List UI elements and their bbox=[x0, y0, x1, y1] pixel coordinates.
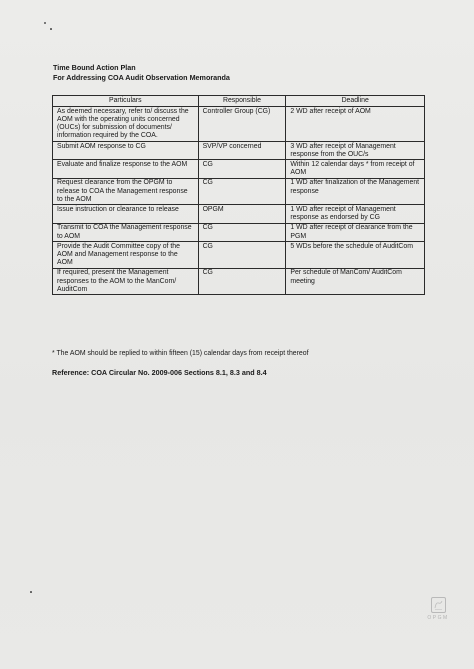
cell-particulars: Submit AOM response to CG bbox=[53, 142, 199, 160]
column-header-responsible: Responsible bbox=[198, 96, 286, 107]
table-row bbox=[53, 178, 425, 205]
scan-speck bbox=[44, 22, 46, 24]
cell-particulars: Request clearance from the OPGM to release to COA the Management response to the AOM bbox=[53, 178, 199, 205]
table-footnote: * The AOM should be replied to within fifteen (15) calendar days from receipt thereof bbox=[52, 350, 309, 357]
cell-responsible: SVP/VP concerned bbox=[198, 142, 286, 160]
scan-speck bbox=[50, 28, 52, 30]
table-row bbox=[53, 242, 425, 269]
cell-responsible: CG bbox=[198, 178, 286, 205]
cell-particulars: Transmit to COA the Management response to AOM bbox=[53, 223, 199, 241]
column-header-deadline: Deadline bbox=[286, 96, 425, 107]
table-header-row bbox=[53, 96, 425, 107]
action-plan-table bbox=[52, 95, 425, 295]
cell-responsible: CG bbox=[198, 242, 286, 269]
table-row bbox=[53, 205, 425, 223]
stamp-text: OPGM bbox=[427, 615, 449, 621]
table-row bbox=[53, 223, 425, 241]
cell-particulars: If required, present the Management responses to the AOM to the ManCom/ AuditCom bbox=[53, 268, 199, 295]
cell-responsible: OPGM bbox=[198, 205, 286, 223]
cell-particulars: Issue instruction or clearance to release bbox=[53, 205, 199, 223]
table-row bbox=[53, 142, 425, 160]
cell-deadline: Within 12 calendar days * from receipt of AOM bbox=[286, 160, 425, 178]
cell-deadline: 5 WDs before the schedule of AuditCom bbox=[286, 242, 425, 269]
cell-responsible: Controller Group (CG) bbox=[198, 107, 286, 142]
cell-responsible: CG bbox=[198, 223, 286, 241]
document-title: Time Bound Action Plan bbox=[53, 63, 136, 72]
document-header bbox=[53, 63, 230, 82]
cell-responsible: CG bbox=[198, 160, 286, 178]
cell-particulars: As deemed necessary, refer to/ discuss the AOM with the operating units concerned (OUCs) for submission of documents/ information required by the COA. bbox=[53, 107, 199, 142]
office-stamp bbox=[423, 597, 453, 629]
table-row bbox=[53, 160, 425, 178]
document-subtitle: For Addressing COA Audit Observation Memoranda bbox=[53, 72, 230, 82]
cell-responsible: CG bbox=[198, 268, 286, 295]
cell-particulars: Provide the Audit Committee copy of the AOM and Management response to the AOM bbox=[53, 242, 199, 269]
scan-speck bbox=[30, 591, 32, 593]
cell-deadline: 1 WD after receipt of clearance from the PGM bbox=[286, 223, 425, 241]
cell-deadline: 1 WD after finalization of the Management response bbox=[286, 178, 425, 205]
table-row bbox=[53, 268, 425, 295]
logo-stamp-icon bbox=[431, 597, 446, 613]
cell-deadline: 2 WD after receipt of AOM bbox=[286, 107, 425, 142]
cell-deadline: 3 WD after receipt of Management response from the OUC/s bbox=[286, 142, 425, 160]
cell-particulars: Evaluate and finalize response to the AOM bbox=[53, 160, 199, 178]
table-row bbox=[53, 107, 425, 142]
cell-deadline: Per schedule of ManCom/ AuditCom meeting bbox=[286, 268, 425, 295]
reference-note: Reference: COA Circular No. 2009-006 Sections 8.1, 8.3 and 8.4 bbox=[52, 368, 267, 377]
column-header-particulars: Particulars bbox=[53, 96, 199, 107]
cell-deadline: 1 WD after receipt of Management response as endorsed by CG bbox=[286, 205, 425, 223]
